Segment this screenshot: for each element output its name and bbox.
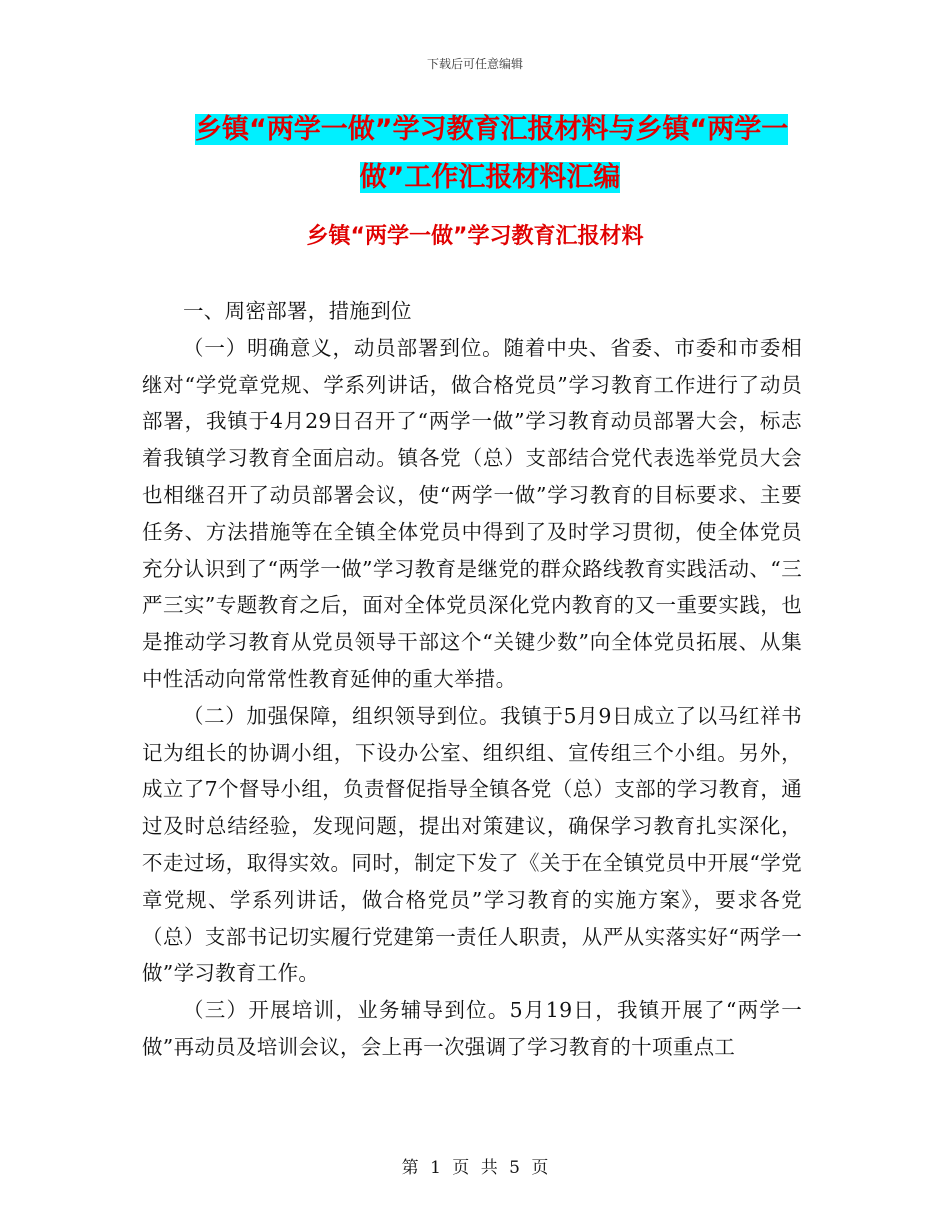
main-title-line1: 乡镇“两学一做”学习教育汇报材料与乡镇“两学一 xyxy=(195,114,789,145)
document-body xyxy=(142,293,802,1066)
header-note: 下载后可任意编辑 xyxy=(426,57,523,71)
paragraph: （三）开展培训，业务辅导到位。5月19日，我镇开展了“两学一做”再动员及培训会议，会上再一次强调了学习教育的十项重点工 xyxy=(142,998,802,1059)
main-title-line2: 做”工作汇报材料汇编 xyxy=(359,162,621,193)
main-title xyxy=(195,106,805,202)
paragraph: （一）明确意义，动员部署到位。随着中央、省委、市委和市委相继对“学党章党规、学系列讲话，做合格党员”学习教育工作进行了动员部署，我镇于4月29日召开了“两学一做”学习教育动员部署大会，标志着我镇学习教育全面启动。镇各党（总）支部结合党代表选举党员大会也相继召开了动员部署会议，使“两学一做”学习教育的目标要求、主要任务、方法措施等在全镇全体党员中得到了及时学习贯彻，使全体党员充分认识到了“两学一做”学习教育是继党的群众路线教育实践活动、“三严三实”专题教育之后，面对全体党员深化党内教育的又一重要实践，也是推动学习教育从党员领导干部这个“关键少数”向全体党员拓展、从集中性活动向常常性教育延伸的重大举措。 xyxy=(142,335,802,691)
paragraph: （二）加强保障，组织领导到位。我镇于5月9日成立了以马红祥书记为组长的协调小组，下设办公室、组织组、宣传组三个小组。另外，成立了7个督导小组，负责督促指导全镇各党（总）支部的学习教育，通过及时总结经验，发现问题，提出对策建议，确保学习教育扎实深化，不走过场，取得实效。同时，制定下发了《关于在全镇党员中开展“学党章党规、学系列讲话，做合格党员”学习教育的实施方案》，要求各党（总）支部书记切实履行党建第一责任人职责，从严从实落实好“两学一做”学习教育工作。 xyxy=(142,703,802,986)
page-footer: 第 1 页 共 5 页 xyxy=(401,1158,549,1178)
section-title: 乡镇“两学一做”学习教育汇报材料 xyxy=(306,224,644,249)
paragraph-heading: 一、周密部署，措施到位 xyxy=(183,299,412,323)
